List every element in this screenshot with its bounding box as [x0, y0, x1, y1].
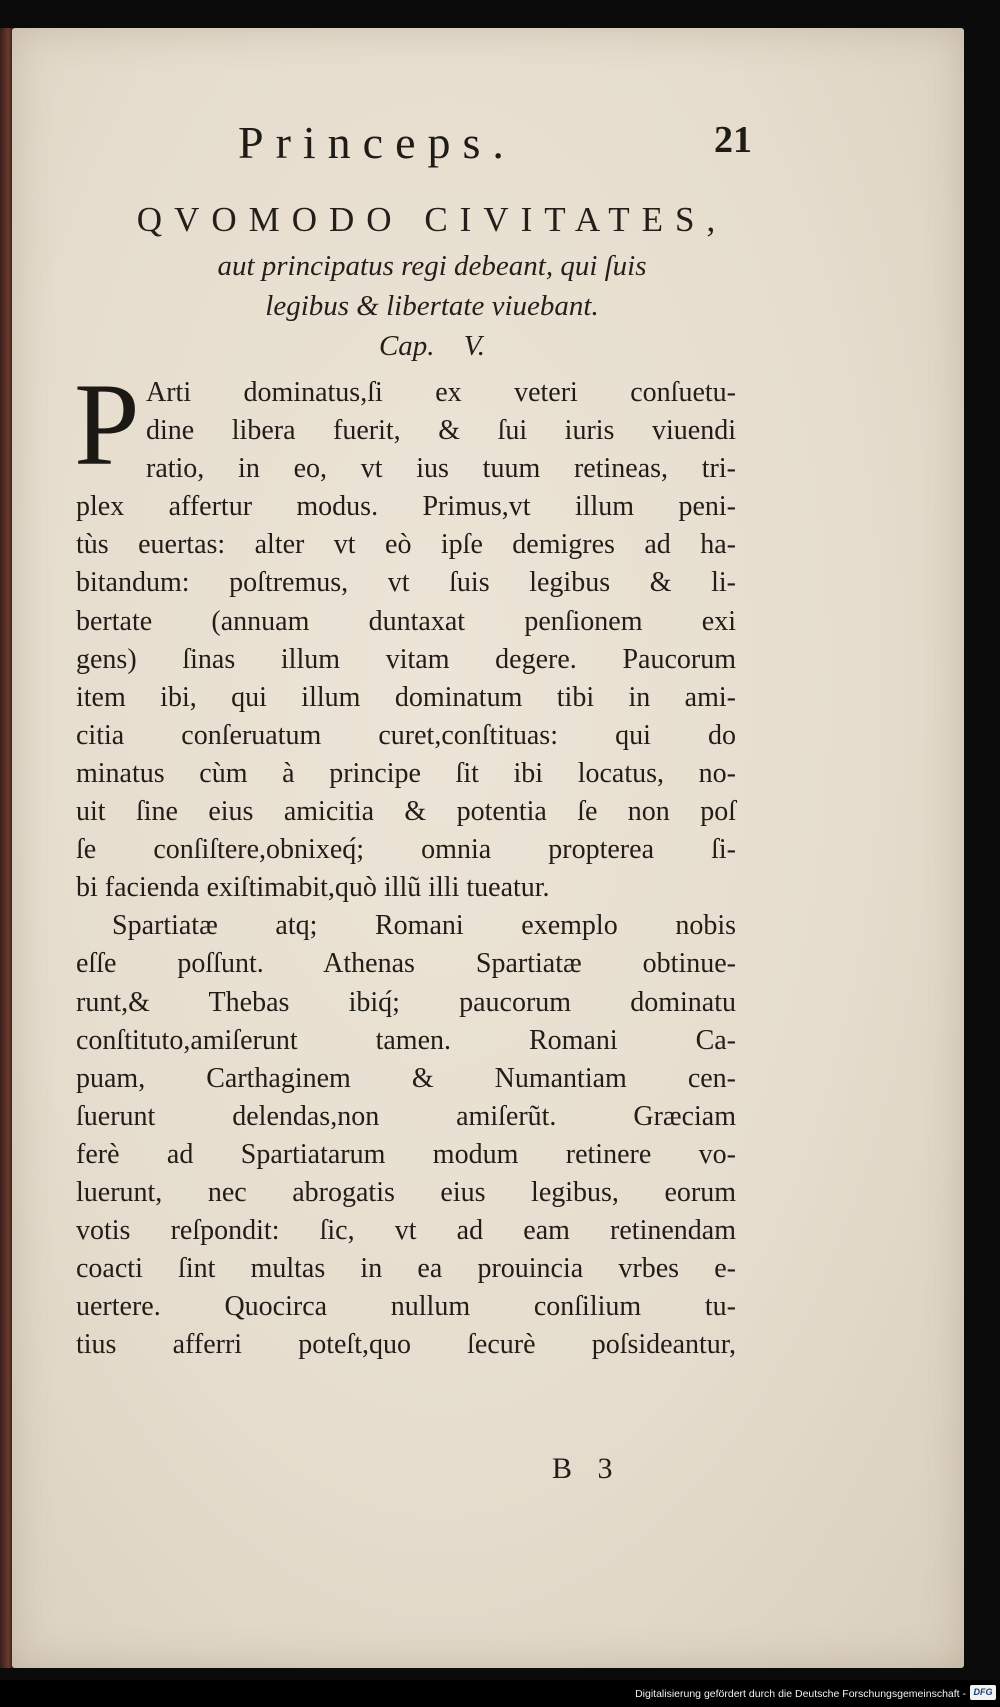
text-line: plex affertur modus. Primus,vt illum peni-	[76, 491, 736, 523]
text-line: citia conſeruatum curet,conſtituas: qui do	[76, 719, 736, 751]
text-line: conſtituto,amiſerunt tamen. Romani Ca-	[76, 1024, 736, 1056]
signature-mark: B 3	[552, 1452, 613, 1485]
running-head-title: Princeps.	[238, 117, 516, 168]
text-line: minatus cùm à principe ſit ibi locatus, no-	[76, 757, 736, 789]
text-line: bertate (annuam duntaxat penſionem exi	[76, 605, 736, 637]
text-line: ratio, in eo, vt ius tuum retineas, tri-	[146, 453, 736, 485]
text-line: tùs euertas: alter vt eò ipſe demigres ad ha-	[76, 529, 736, 561]
body-text	[76, 374, 736, 1364]
text-line: dine libera fuerit, & ſui iuris viuendi	[146, 415, 736, 447]
text-line: coacti ſint multas in ea prouincia vrbes e-	[76, 1253, 736, 1285]
text-line: luerunt, nec abrogatis eius legibus, eorum	[76, 1176, 736, 1208]
running-head	[112, 116, 752, 176]
text-line: gens) ſinas illum vitam degere. Paucorum	[76, 643, 736, 675]
text-line: bi facienda exiſtimabit,quò illũ illi tueatur.	[76, 872, 550, 904]
chapter-number: Cap. V.	[378, 330, 486, 362]
text-line: item ibi, qui illum dominatum tibi in ami-	[76, 681, 736, 713]
text-line: eſſe poſſunt. Athenas Spartiatæ obtinue-	[76, 948, 736, 980]
text-line: ferè ad Spartiatarum modum retinere vo-	[76, 1138, 736, 1170]
text-line: votis reſpondit: ſic, vt ad eam retinendam	[76, 1215, 736, 1247]
text-line: uit ſine eius amicitia & potentia ſe non poſ	[76, 796, 736, 828]
text-line: puam, Carthaginem & Numantiam cen-	[76, 1062, 736, 1094]
funding-credit: Digitalisierung gefördert durch die Deutsche Forschungsgemeinschaft -	[635, 1688, 966, 1700]
drop-cap: P	[74, 359, 140, 490]
text-line: runt,& Thebas ibiq́; paucorum dominatu	[76, 986, 736, 1018]
text-line: ſe conſiſtere,obnixeq́; omnia propterea ſi-	[76, 834, 736, 866]
book-page	[12, 28, 964, 1668]
text-line: tius afferri poteſt,quo ſecurè poſsideantur,	[76, 1329, 736, 1361]
dfg-logo-icon: DFG	[970, 1685, 996, 1700]
chapter-subheading-line-2: legibus & libertate viuebant.	[265, 290, 599, 322]
text-line: ſuerunt delendas,non amiſerũt. Græciam	[76, 1100, 736, 1132]
text-line: Arti dominatus,ſi ex veteri conſuetu-	[146, 377, 736, 408]
footer-bar	[0, 1680, 1000, 1707]
page-number: 21	[714, 119, 752, 161]
chapter-subheading-line-1: aut principatus regi debeant, qui ſuis	[217, 250, 647, 282]
text-line: bitandum: poſtremus, vt ſuis legibus & li-	[76, 567, 736, 599]
text-line: uertere. Quocirca nullum conſilium tu-	[76, 1291, 736, 1323]
text-line: Spartiatæ atq; Romani exemplo nobis	[112, 910, 736, 942]
chapter-heading: QVOMODO CIVITATES,	[136, 200, 728, 239]
